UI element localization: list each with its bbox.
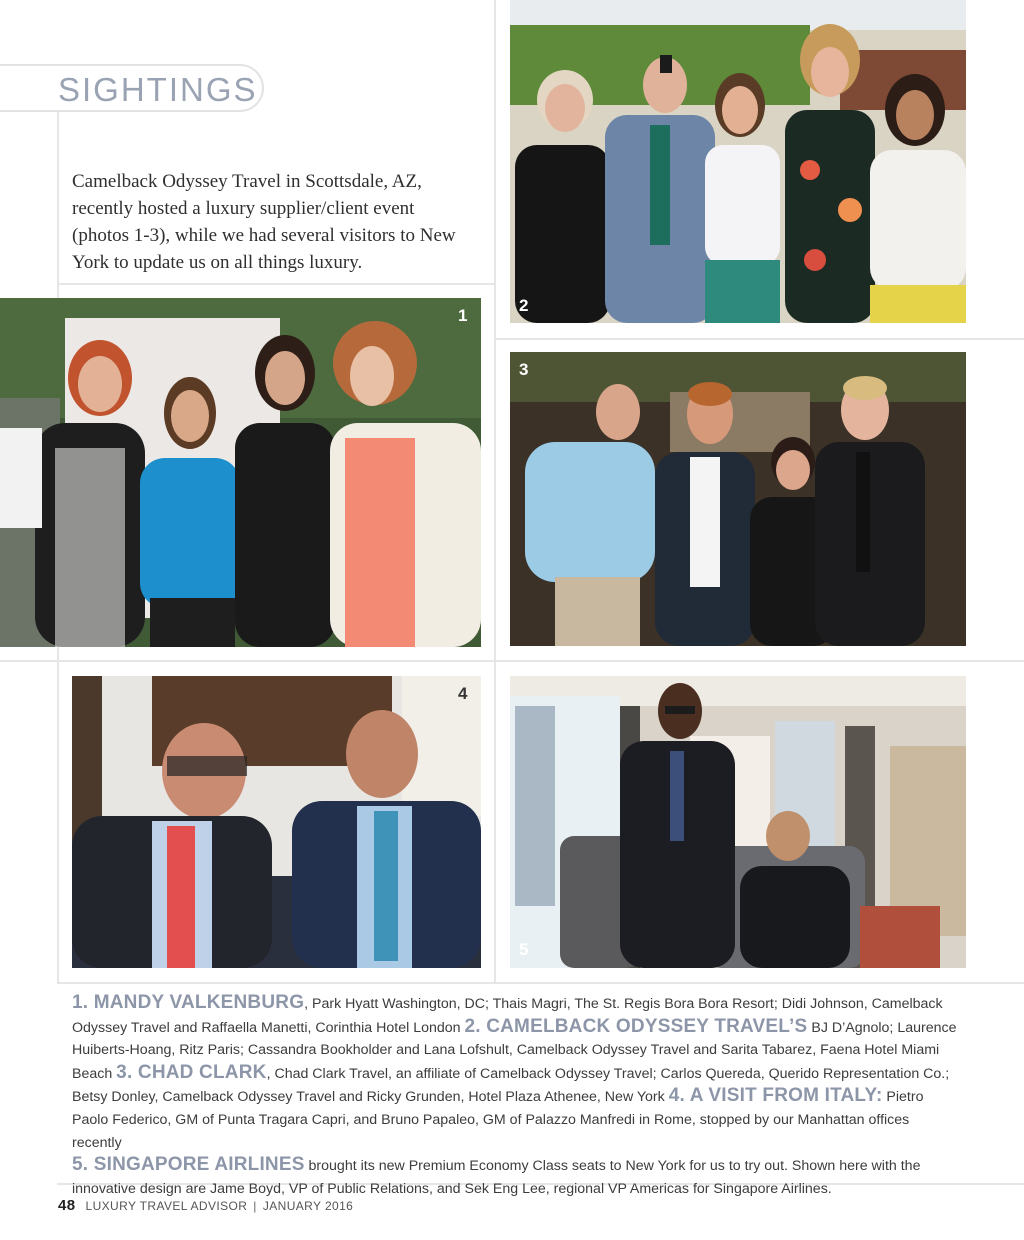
photo-5-number: 5 — [519, 940, 529, 959]
photo-5 — [510, 676, 966, 968]
photo-4 — [72, 676, 481, 968]
page-footer — [58, 1197, 353, 1214]
photo-3 — [510, 352, 966, 646]
caption-5-text: brought its new Premium Economy Class seats to New York for us to try out. Shown here with the innovative design are Jame Boyd, VP of Public Relations, and Sek Eng Lee, regional VP Americas for Singapore Airlines. — [72, 1158, 921, 1197]
photo-1 — [0, 298, 481, 647]
horizontal-divider-right-1 — [496, 338, 1024, 340]
caption-4-heading: 4. A VISIT FROM ITALY: — [668, 1085, 883, 1107]
caption-1-heading: 1. MANDY VALKENBURG — [72, 992, 305, 1013]
photo-1-number: 1 — [458, 306, 468, 325]
caption-1-text: , Park Hyatt Washington, DC; Thais Magri, The St. Regis Bora Bora Resort; Didi Johnson, Camelback Odyssey Travel and Raffaella Manetti, Corinthia Hotel London — [72, 996, 943, 1036]
caption-4-text: Pietro Paolo Federico, GM of Punta Tragara Capri, and Bruno Papaleo, GM of Palazzo Manfredi in Rome, stopped by our Manhattan offices recently — [72, 1089, 924, 1151]
vertical-divider-center — [494, 0, 496, 983]
page-number: 48 — [58, 1197, 76, 1214]
caption-2-text: BJ D’Agnolo; Laurence Huiberts-Hoang, Ritz Paris; Cassandra Bookholder and Lana Lofshult, Camelback Odyssey Travel and Sarita Tabarez, Faena Hotel Miami Beach — [72, 1019, 957, 1082]
caption-3-heading: 3. CHAD CLARK — [116, 1061, 267, 1083]
section-title: SIGHTINGS — [58, 71, 258, 108]
horizontal-divider-intro — [57, 283, 494, 285]
photo-3-number: 3 — [519, 360, 529, 379]
photo-2 — [510, 0, 966, 323]
photo-2-number: 2 — [519, 296, 529, 315]
issue-date: JANUARY 2016 — [262, 1199, 354, 1213]
vertical-divider-left — [57, 112, 59, 298]
caption-2-heading: 2. CAMELBACK ODYSSEY TRAVEL’S — [464, 1015, 808, 1037]
footer-separator: | — [253, 1199, 257, 1213]
publication-name: LUXURY TRAVEL ADVISOR — [85, 1199, 248, 1213]
caption-5-heading: 5. SINGAPORE AIRLINES — [72, 1154, 305, 1176]
horizontal-divider-row-2 — [0, 660, 1024, 662]
caption-3-text: , Chad Clark Travel, an affiliate of Camelback Odyssey Travel; Carlos Quereda, Querido Representation Co.; Betsy Donley, Camelback Odyssey Travel and Ricky Grunden, Hotel Plaza Athenee, New York — [72, 1065, 950, 1106]
photo-captions — [72, 992, 962, 1200]
intro-paragraph: Camelback Odyssey Travel in Scottsdale, AZ, recently hosted a luxury supplier/client event (photos 1-3), while we had several visitors to New York to update us on all things luxury. — [72, 171, 456, 273]
horizontal-divider-captions — [57, 982, 1024, 984]
photo-4-number: 4 — [458, 684, 468, 703]
vertical-divider-left-lower — [57, 647, 59, 983]
